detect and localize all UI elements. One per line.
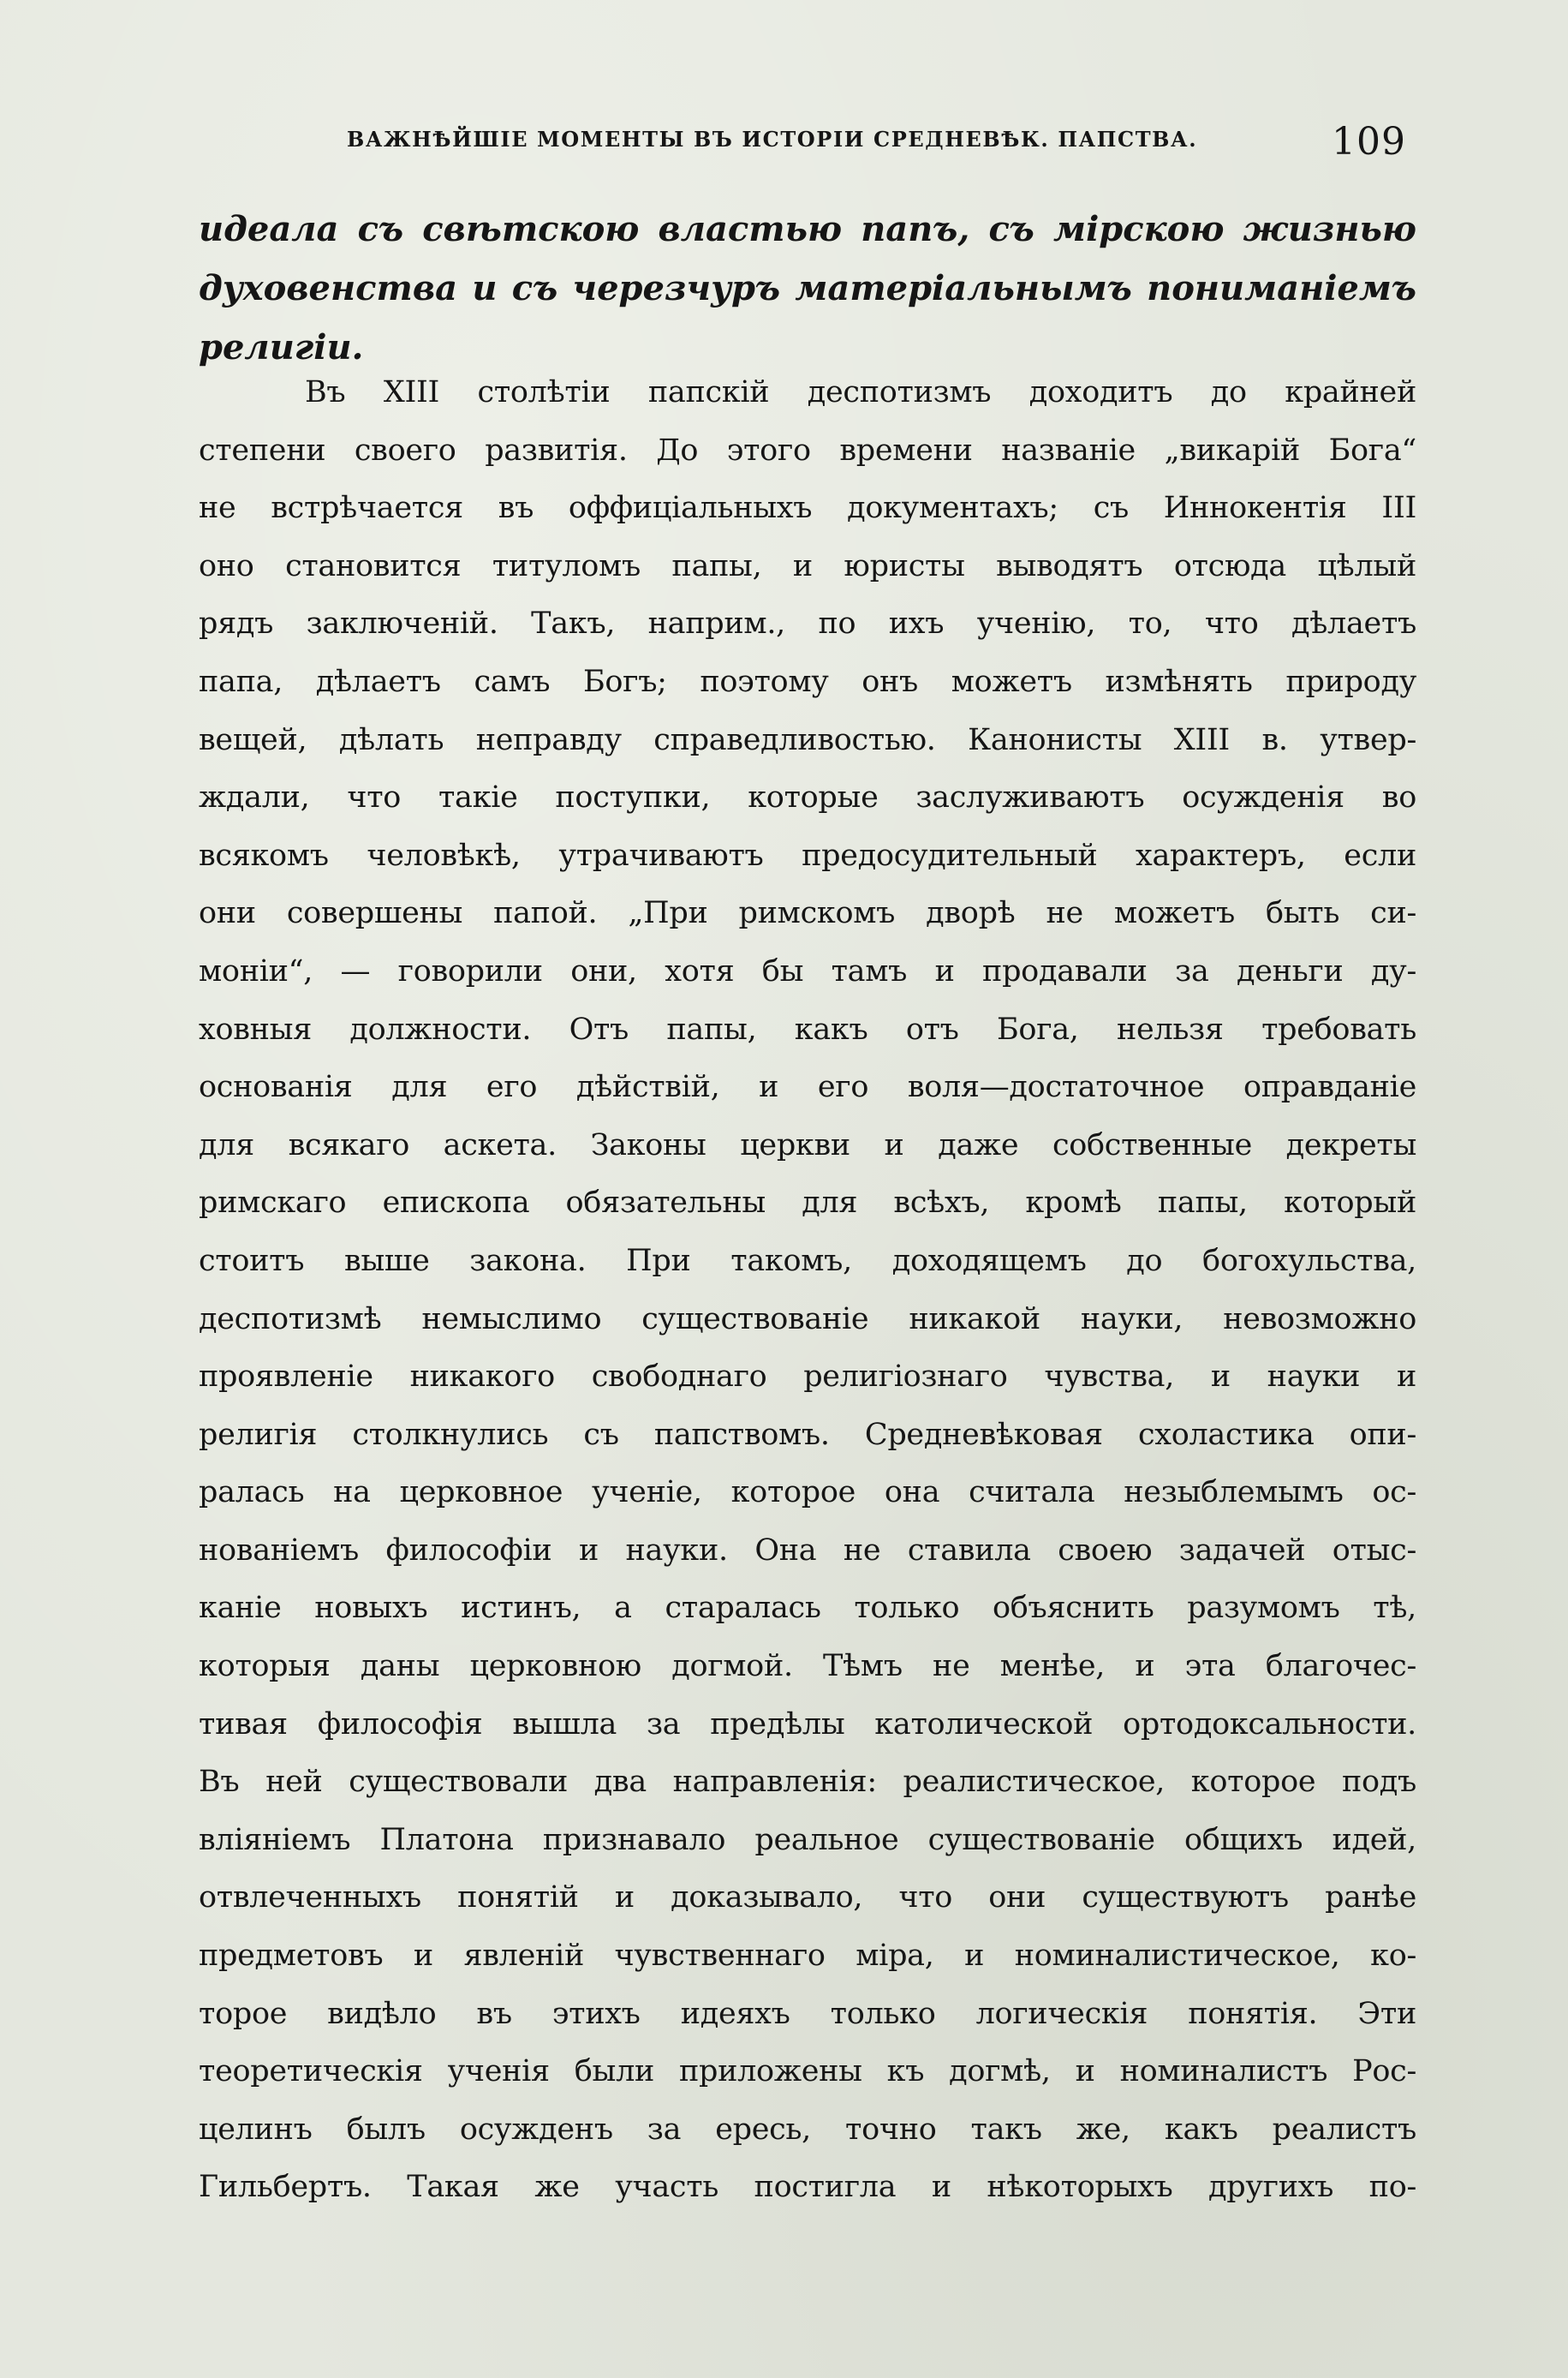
text-line: всякомъ человѣкѣ, утрачиваютъ предосудительный характеръ, если: [199, 838, 1416, 873]
text-line: вліяніемъ Платона признавало реальное существованіе общихъ идей,: [199, 1822, 1416, 1857]
text-line: целинъ былъ осужденъ за ересь, точно такъ же, какъ реалистъ: [199, 2112, 1416, 2147]
text-line: папа, дѣлаетъ самъ Богъ; поэтому онъ можетъ измѣнять природу: [199, 664, 1416, 699]
text-line: предметовъ и явленій чувственнаго міра, и номиналистическое, ко-: [199, 1939, 1416, 1974]
text-line: стоитъ выше закона. При такомъ, доходящемъ до богохульства,: [199, 1243, 1416, 1278]
text-line: основанія для его дѣйствій, и его воля—достаточное оправданіе: [199, 1070, 1416, 1105]
text-line: вещей, дѣлать неправду справедливостью. Канонисты XIII в. утвер-: [199, 722, 1416, 757]
text-line: Въ XIII столѣтіи папскій деспотизмъ доходитъ до крайней: [305, 375, 1416, 409]
text-line: степени своего развитія. До этого времени названіе „викарій Бога“: [199, 433, 1416, 468]
text-line: оно становится титуломъ папы, и юристы выводятъ отсюда цѣлый: [199, 548, 1416, 583]
text-line: не встрѣчается въ оффиціальныхъ документахъ; съ Иннокентія III: [199, 491, 1416, 526]
text-line: они совершены папой. „При римскомъ дворѣ не можетъ быть си-: [199, 896, 1416, 931]
body-paragraph: [199, 364, 1416, 2217]
text-line: духовенства и съ черезчуръ матеріальнымъ пониманіемъ: [199, 268, 1416, 308]
text-line: рядъ заключеній. Такъ, наприм., по ихъ ученію, то, что дѣлаетъ: [199, 606, 1416, 642]
text-line: религія столкнулись съ папствомъ. Средневѣковая схоластика опи-: [199, 1417, 1416, 1452]
text-line: Гильбертъ. Такая же участь постигла и нѣкоторыхъ другихъ по-: [199, 2170, 1416, 2205]
text-line: римскаго епископа обязательны для всѣхъ, кромѣ папы, который: [199, 1186, 1416, 1221]
text-line: моніи“, — говорили они, хотя бы тамъ и продавали за деньги ду-: [199, 953, 1416, 989]
text-line: каніе новыхъ истинъ, а старалась только объяснить разумомъ тѣ,: [199, 1591, 1416, 1626]
intro-italic-passage: [199, 200, 1416, 377]
running-head: ВАЖНѢЙШІЕ МОМЕНТЫ ВЪ ИСТОРІИ СРЕДНЕВѢК. ПАПСТВА.: [347, 127, 1198, 152]
text-line: религіи.: [199, 327, 364, 367]
text-line: нованіемъ философіи и науки. Она не ставила своею задачей отыс-: [199, 1533, 1416, 1568]
text-line: ховныя должности. Отъ папы, какъ отъ Бога, нельзя требовать: [199, 1012, 1416, 1047]
text-line: которыя даны церковною догмой. Тѣмъ не менѣе, и эта благочес-: [199, 1649, 1416, 1684]
text-line: тивая философія вышла за предѣлы католической ортодоксальности.: [199, 1706, 1416, 1742]
text-line: идеала съ свѣтскою властью папъ, съ мірскою жизнью: [199, 209, 1416, 249]
text-line: ралась на церковное ученіе, которое она считала незыблемымъ ос-: [199, 1475, 1416, 1510]
text-line: Въ ней существовали два направленія: реалистическое, которое подъ: [199, 1765, 1416, 1800]
text-line: проявленіе никакого свободнаго религіознаго чувства, и науки и: [199, 1359, 1416, 1395]
text-line: торое видѣло въ этихъ идеяхъ только логическія понятія. Эти: [199, 1996, 1416, 2031]
text-line: теоретическія ученія были приложены къ догмѣ, и номиналистъ Рос-: [199, 2054, 1416, 2089]
page-number: 109: [1332, 120, 1406, 164]
text-line: для всякаго аскета. Законы церкви и даже собственные декреты: [199, 1127, 1416, 1162]
text-line: деспотизмѣ немыслимо существованіе никакой науки, невозможно: [199, 1301, 1416, 1336]
text-line: отвлеченныхъ понятій и доказывало, что они существуютъ ранѣе: [199, 1880, 1416, 1915]
text-line: ждали, что такіе поступки, которые заслуживаютъ осужденія во: [199, 780, 1416, 816]
